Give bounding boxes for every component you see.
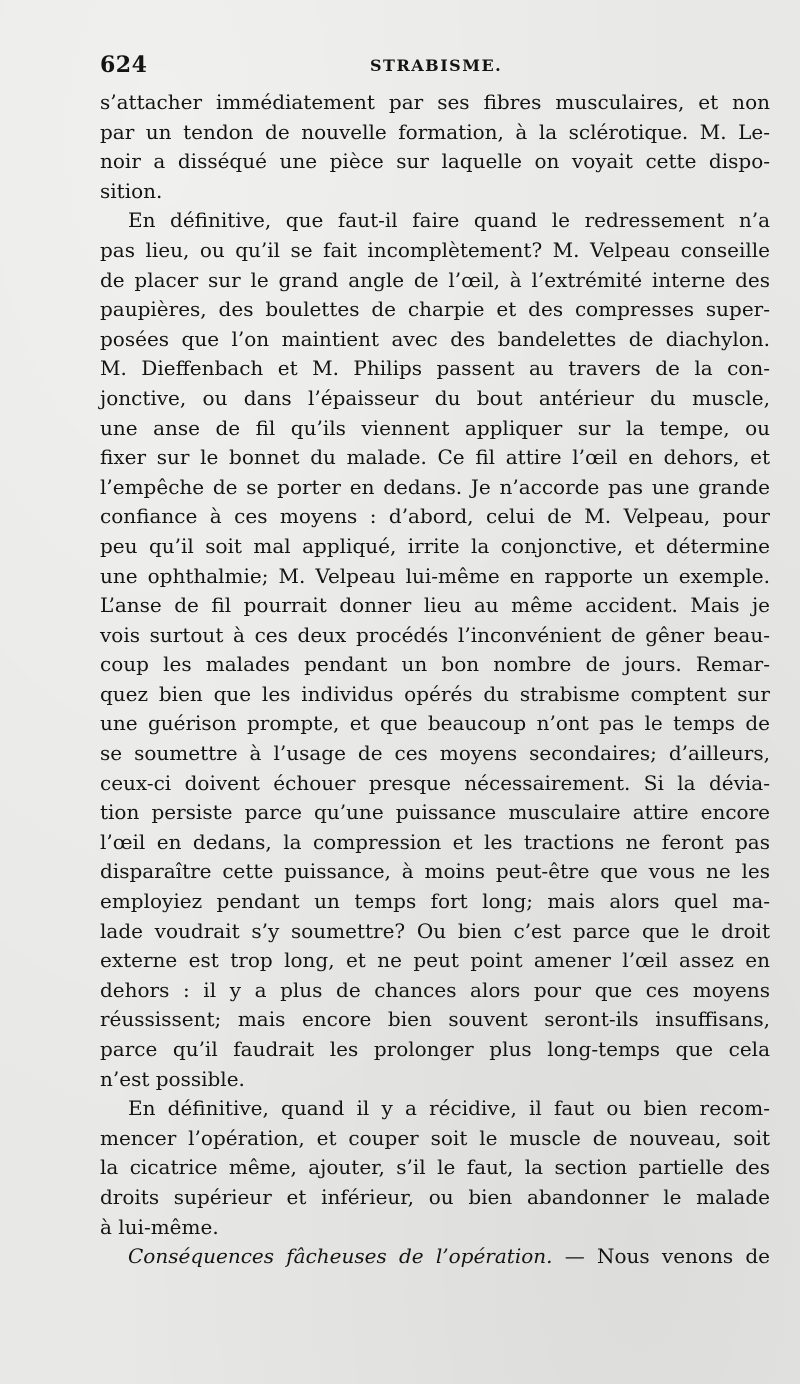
text-line: la cicatrice même, ajouter, s’il le faut, la section partielle des [100, 1155, 770, 1180]
text-line: jonctive, ou dans l’épaisseur du bout antérieur du muscle, [100, 385, 770, 410]
text-line: l’œil en dedans, la compression et les tractions ne feront pas [100, 829, 770, 854]
text-line: noir a disséqué une pièce sur laquelle on voyait cette dispo- [100, 149, 770, 174]
running-title: STRABISME. [370, 56, 503, 75]
text-line: employiez pendant un temps fort long; mais alors quel ma- [100, 889, 770, 914]
text-line: mencer l’opération, et couper soit le muscle de nouveau, soit [100, 1125, 770, 1150]
text-line: de placer sur le grand angle de l’œil, à l’extrémité interne des [100, 267, 770, 292]
text-line: quez bien que les individus opérés du strabisme comptent sur [100, 681, 770, 706]
text-line: l’empêche de se porter en dedans. Je n’accorde pas une grande [100, 474, 770, 499]
text-line: M. Dieffenbach et M. Philips passent au travers de la con- [100, 356, 770, 381]
text-line: vois surtout à ces deux procédés l’inconvénient de gêner beau- [100, 622, 770, 647]
text-line: réussissent; mais encore bien souvent seront-ils insuffisans, [100, 1007, 770, 1032]
text-line: paupières, des boulettes de charpie et des compresses super- [100, 297, 770, 322]
text-line: tion persiste parce qu’une puissance musculaire attire encore [100, 800, 770, 825]
section-heading: Conséquences fâcheuses de l’opération. [128, 1244, 553, 1269]
text-line: pas lieu, ou qu’il se fait incomplètement? M. Velpeau conseille [100, 237, 770, 262]
text-line: externe est trop long, et ne peut point amener l’œil assez en [100, 948, 770, 973]
text-line: sition. [100, 178, 163, 203]
text-line: confiance à ces moyens : d’abord, celui de M. Velpeau, pour [100, 504, 770, 529]
text-line: En définitive, que faut-il faire quand le redressement n’a [128, 208, 770, 233]
text-line: En définitive, quand il y a récidive, il faut ou bien recom- [128, 1096, 770, 1121]
text-line: dehors : il y a plus de chances alors pour que ces moyens [100, 977, 770, 1002]
text-line: une anse de fil qu’ils viennent appliquer sur la tempe, ou [100, 415, 770, 440]
text-line: une ophthalmie; M. Velpeau lui-même en rapporte un exemple. [100, 563, 770, 588]
text-line: parce qu’il faudrait les prolonger plus long-temps que cela [100, 1037, 770, 1061]
text-line: disparaître cette puissance, à moins peut-être que vous ne les [100, 859, 770, 884]
text-line: lade voudrait s’y soumettre? Ou bien c’est parce que le droit [100, 918, 770, 943]
text-line: peu qu’il soit mal appliqué, irrite la conjonctive, et détermine [100, 533, 770, 558]
body-text [100, 88, 770, 1272]
text-line: fixer sur le bonnet du malade. Ce fil attire l’œil en dehors, et [100, 445, 770, 470]
page-number: 624 [100, 52, 148, 78]
text-line: droits supérieur et inférieur, ou bien abandonner le malade [100, 1184, 770, 1209]
text-line: une guérison prompte, et que beaucoup n’ont pas le temps de [100, 711, 770, 736]
page-header [100, 52, 770, 82]
text-line: n’est possible. [100, 1066, 245, 1091]
text-line: ceux-ci doivent échouer presque nécessairement. Si la dévia- [100, 770, 770, 795]
text-line: par un tendon de nouvelle formation, à la sclérotique. M. Le- [100, 119, 770, 144]
text-line: à lui-même. [100, 1214, 219, 1239]
text-line: se soumettre à l’usage de ces moyens secondaires; d’ailleurs, [100, 741, 770, 766]
text-line-tail: — Nous venons de [552, 1244, 770, 1269]
text-line: L’anse de fil pourrait donner lieu au même accident. Mais je [100, 593, 770, 618]
section-heading-line [100, 1242, 770, 1272]
text-line: coup les malades pendant un bon nombre de jours. Remar- [100, 652, 770, 677]
text-line: posées que l’on maintient avec des bandelettes de diachylon. [100, 326, 770, 351]
text-line: s’attacher immédiatement par ses fibres musculaires, et non [100, 90, 770, 114]
